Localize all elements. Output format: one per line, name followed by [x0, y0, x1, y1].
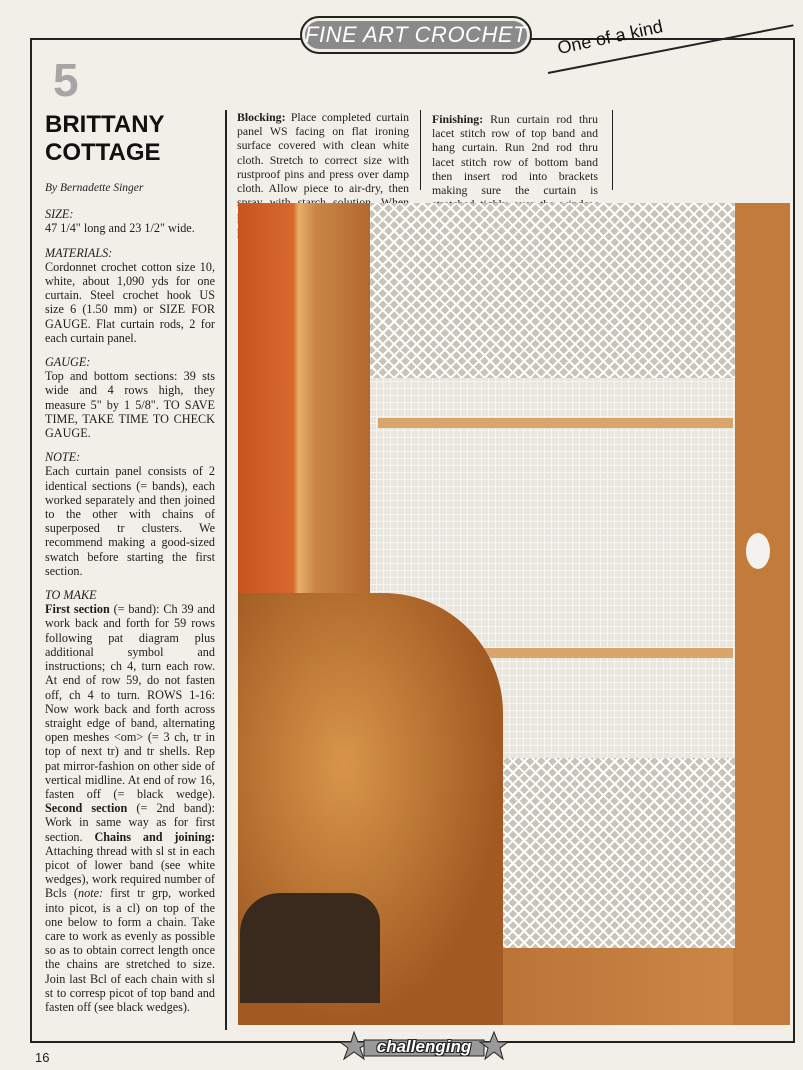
curtain-photo: [238, 203, 790, 1025]
finishing-text: Run curtain rod thru lacet stitch row of top band and hang curtain. Run 2nd rod thru lacet stitch row of bottom band then insert rod into brackets making sure the curtain is: [432, 112, 598, 198]
left-column: [45, 55, 215, 1014]
blocking-label: Blocking:: [237, 110, 286, 124]
window-muntin: [378, 418, 733, 428]
materials-text: Cordonnet crochet cotton size 10, white, about 1,090 yds for one curtain. Steel crochet hook US size 6 (1.50 mm) or SIZE FOR GAUGE. Flat curtain rods, 2 for each curtain panel.: [45, 259, 215, 345]
header-banner-text: FINE ART CROCHET: [305, 22, 527, 47]
door-knob: [746, 533, 770, 569]
chains-label: Chains and joining:: [94, 829, 215, 844]
text-divider: [420, 110, 421, 190]
pattern-title-line2: COTTAGE: [45, 139, 161, 166]
door: [733, 203, 790, 1025]
text-divider: [612, 110, 613, 190]
size-text: 47 1/4" long and 23 1/2" wide.: [45, 221, 195, 236]
chains-text-a: Attaching thread with sl st in each picot of lower band (see white wedges), work required number of Bcls (: [45, 843, 215, 901]
basket: [240, 893, 380, 1003]
note-text: Each curtain panel consists of 2 identical sections (= bands), each worked separately and then joined to the other with chains of superposed tr clusters. We recommend making a good-sized swatch before starting the first section.: [45, 464, 215, 578]
first-section-label: First section: [45, 602, 110, 617]
gauge-text: Top and bottom sections: 39 sts wide and 4 rows high, they measure 5" by 1 5/8". TO SAVE TIME, TAKE TIME TO CHECK GAUGE.: [45, 369, 215, 441]
pattern-number: 5: [53, 54, 79, 106]
gauge-label: GAUGE:: [45, 355, 91, 370]
column-divider: [225, 110, 227, 1030]
note-label: NOTE:: [45, 450, 81, 465]
chains-text-b: first tr grp, worked into picot, is a cl) on top of the one below to form a chain. Take care to work as evenly as possible so as to obtain correct length once the chains are stretched to size. Join last Bcl of each chain with sl st to corresp picot of top band and fasten off (see black wedges).: [45, 886, 216, 1014]
header-banner: [300, 16, 532, 54]
size-label: SIZE:: [45, 207, 74, 222]
second-section-text: (= 2nd band): Work in same way as for first section.: [45, 801, 216, 844]
pattern-title: [45, 111, 215, 167]
first-section-text: (= band): Ch 39 and work back and forth for 59 rows following pat diagram plus additional symbol and instructions; ch 4, turn each row. At end of row 59, do not fasten off, ch 4 to turn. ROWS 1-16: Now work back and forth across straight edge of band, alternating open meshes <om> (= 3 ch, tr in top of next tr) and tr shells. Rep pat mirror-fashion on other side of vertical midline. At end of row 16, fasten off (= black wedge).: [45, 602, 216, 801]
difficulty-label: challenging: [376, 1037, 472, 1056]
second-section-label: Second section: [45, 801, 128, 816]
tagline: One of a kind: [555, 16, 665, 59]
materials-label: MATERIALS:: [45, 245, 113, 260]
byline: By Bernadette Singer: [45, 182, 144, 194]
pattern-title-line1: BRITTANY: [45, 111, 165, 138]
finishing-label: Finishing:: [432, 112, 484, 126]
to-make-label: TO MAKE: [45, 588, 97, 603]
page-number: 16: [35, 1050, 50, 1065]
curtain-top-band: [370, 203, 735, 378]
to-make-text: [45, 602, 215, 1014]
chains-note: note:: [78, 886, 104, 901]
difficulty-banner: [340, 1030, 508, 1064]
blocking-text: Place completed curtain panel WS facing on flat ironing surface covered with clean white cloth. Stretch to correct size with rustproof pins and press over damp cloth. Allow piece to air-dry, then: [237, 110, 409, 196]
